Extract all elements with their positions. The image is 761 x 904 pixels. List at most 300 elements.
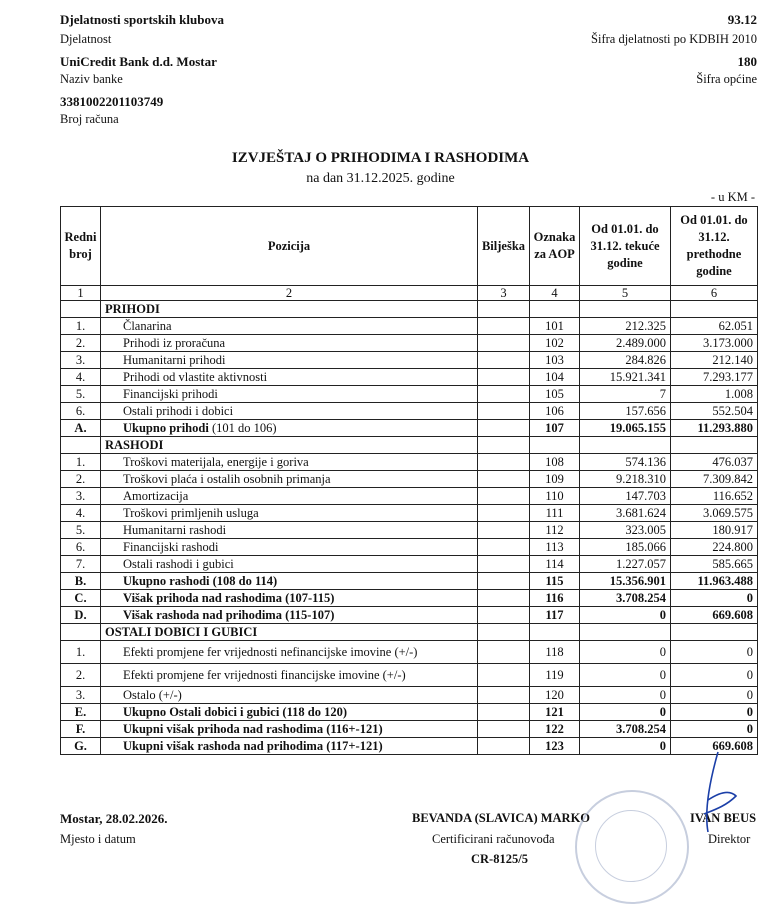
row-current-text: 19.065.155 bbox=[609, 421, 666, 435]
row-position bbox=[101, 687, 478, 704]
row-current bbox=[580, 369, 671, 386]
row-number-text: A. bbox=[74, 421, 87, 435]
row-aop bbox=[530, 369, 580, 386]
row-number-text: 3. bbox=[75, 489, 86, 503]
row-current-text: 3.681.624 bbox=[616, 506, 666, 520]
row-previous-text: 0 bbox=[746, 705, 753, 719]
col-index: 3 bbox=[478, 286, 530, 301]
row-aop bbox=[530, 403, 580, 420]
row-previous bbox=[671, 318, 758, 335]
row-position-text: Prihodi od vlastite aktivnosti bbox=[123, 370, 268, 384]
row-aop bbox=[530, 471, 580, 488]
row-aop-text: 110 bbox=[545, 489, 564, 503]
row-current-text: 0 bbox=[659, 645, 666, 659]
col-header-current: Od 01.01. do 31.12. tekuće godine bbox=[580, 207, 671, 286]
row-previous bbox=[671, 301, 758, 318]
row-position-text: Humanitarni prihodi bbox=[123, 353, 226, 367]
row-number bbox=[61, 522, 101, 539]
row-current bbox=[580, 352, 671, 369]
activity-label: Djelatnost bbox=[60, 32, 112, 46]
row-number bbox=[61, 687, 101, 704]
row-number-text: 1. bbox=[75, 319, 86, 333]
row-aop-text: 114 bbox=[545, 557, 564, 571]
row-aop-text: 103 bbox=[545, 353, 564, 367]
row-current bbox=[580, 539, 671, 556]
row-number bbox=[61, 318, 101, 335]
activity-code: 93.12 bbox=[727, 12, 757, 27]
row-number bbox=[61, 301, 101, 318]
row-current bbox=[580, 738, 671, 755]
row-previous bbox=[671, 403, 758, 420]
row-note bbox=[478, 590, 530, 607]
row-previous bbox=[671, 420, 758, 437]
row-position-text: Višak rashoda nad prihodima (115-107) bbox=[123, 608, 335, 622]
row-current-text: 0 bbox=[659, 608, 666, 622]
row-current-text: 2.489.000 bbox=[616, 336, 666, 350]
col-header-position: Pozicija bbox=[101, 207, 478, 286]
row-aop-text: 111 bbox=[545, 506, 564, 520]
row-current bbox=[580, 488, 671, 505]
row-note bbox=[478, 721, 530, 738]
row-current bbox=[580, 386, 671, 403]
director-name: IVAN BEUS bbox=[690, 811, 757, 825]
row-aop-text: 113 bbox=[545, 540, 564, 554]
row-current bbox=[580, 556, 671, 573]
row-note bbox=[478, 573, 530, 590]
row-previous bbox=[671, 721, 758, 738]
row-position-text: Efekti promjene fer vrijednosti financijske imovine (+/-) bbox=[123, 668, 406, 682]
table-row bbox=[61, 539, 758, 556]
table-row bbox=[61, 437, 758, 454]
row-aop bbox=[530, 607, 580, 624]
row-current-text: 185.066 bbox=[625, 540, 666, 554]
row-aop bbox=[530, 488, 580, 505]
row-previous-text: 0 bbox=[746, 668, 753, 682]
row-position bbox=[101, 318, 478, 335]
row-previous bbox=[671, 522, 758, 539]
row-position-text: Ukupno Ostali dobici i gubici (118 do 120) bbox=[123, 705, 348, 719]
row-current-text: 15.921.341 bbox=[609, 370, 666, 384]
row-number-text: 1. bbox=[75, 645, 86, 659]
row-number bbox=[61, 352, 101, 369]
row-number bbox=[61, 573, 101, 590]
row-position bbox=[101, 573, 478, 590]
row-position-text: Višak prihoda nad rashodima (107-115) bbox=[123, 591, 335, 605]
row-note bbox=[478, 687, 530, 704]
row-current bbox=[580, 301, 671, 318]
row-position bbox=[101, 590, 478, 607]
accountant-cert: CR-8125/5 bbox=[471, 852, 528, 866]
row-position bbox=[101, 664, 478, 687]
row-current-text: 284.826 bbox=[625, 353, 666, 367]
row-number-text: C. bbox=[74, 591, 87, 605]
row-number-text: 4. bbox=[75, 370, 86, 384]
row-previous bbox=[671, 641, 758, 664]
table-row bbox=[61, 454, 758, 471]
row-aop bbox=[530, 738, 580, 755]
row-aop-text: 104 bbox=[545, 370, 564, 384]
row-aop bbox=[530, 301, 580, 318]
report-subtitle: na dan 31.12.2025. godine bbox=[306, 171, 455, 186]
row-position-text: Ostali rashodi i gubici bbox=[123, 557, 234, 571]
row-position bbox=[101, 471, 478, 488]
row-previous-text: 224.800 bbox=[712, 540, 753, 554]
row-current bbox=[580, 437, 671, 454]
row-previous-text: 552.504 bbox=[712, 404, 753, 418]
table-row bbox=[61, 607, 758, 624]
row-current bbox=[580, 573, 671, 590]
row-current-text: 0 bbox=[659, 668, 666, 682]
row-aop bbox=[530, 573, 580, 590]
row-previous-text: 3.173.000 bbox=[703, 336, 753, 350]
row-number bbox=[61, 539, 101, 556]
row-aop bbox=[530, 664, 580, 687]
row-position-text: Ostali prihodi i dobici bbox=[123, 404, 234, 418]
row-aop bbox=[530, 437, 580, 454]
table-row bbox=[61, 471, 758, 488]
row-previous bbox=[671, 539, 758, 556]
row-number bbox=[61, 664, 101, 687]
row-position-text: Financijski rashodi bbox=[123, 540, 219, 554]
row-position bbox=[101, 369, 478, 386]
row-position bbox=[101, 505, 478, 522]
row-previous bbox=[671, 471, 758, 488]
row-number-text: 2. bbox=[75, 668, 86, 682]
row-aop-text: 102 bbox=[545, 336, 564, 350]
row-note bbox=[478, 369, 530, 386]
row-number bbox=[61, 607, 101, 624]
row-number-text: F. bbox=[75, 722, 86, 736]
row-aop bbox=[530, 420, 580, 437]
row-note bbox=[478, 738, 530, 755]
row-note bbox=[478, 704, 530, 721]
table-row bbox=[61, 641, 758, 664]
row-position-text: Ukupni višak prihoda nad rashodima (116+-121) bbox=[123, 722, 383, 736]
row-current bbox=[580, 454, 671, 471]
report-title: IZVJEŠTAJ O PRIHODIMA I RASHODIMA bbox=[231, 150, 530, 166]
row-number bbox=[61, 335, 101, 352]
row-note bbox=[478, 318, 530, 335]
row-current bbox=[580, 641, 671, 664]
row-aop bbox=[530, 704, 580, 721]
row-aop bbox=[530, 590, 580, 607]
row-position-text: Troškovi primljenih usluga bbox=[123, 506, 259, 520]
row-position bbox=[101, 556, 478, 573]
row-number bbox=[61, 386, 101, 403]
row-aop-text: 121 bbox=[545, 705, 564, 719]
row-aop-text: 117 bbox=[545, 608, 564, 622]
row-previous-text: 7.309.842 bbox=[703, 472, 753, 486]
row-position bbox=[101, 738, 478, 755]
row-aop-text: 106 bbox=[545, 404, 564, 418]
table-row bbox=[61, 687, 758, 704]
row-note bbox=[478, 607, 530, 624]
row-previous-text: 585.665 bbox=[712, 557, 753, 571]
row-number-text: 6. bbox=[75, 404, 86, 418]
row-current bbox=[580, 505, 671, 522]
row-position-text: Efekti promjene fer vrijednosti nefinancijske imovine (+/-) bbox=[123, 645, 418, 659]
row-current bbox=[580, 522, 671, 539]
table-row bbox=[61, 488, 758, 505]
row-position bbox=[101, 352, 478, 369]
row-previous-text: 11.963.488 bbox=[697, 574, 753, 588]
row-number-text: 5. bbox=[75, 387, 86, 401]
bank-name: UniCredit Bank d.d. Mostar bbox=[60, 54, 217, 69]
row-aop-text: 112 bbox=[545, 523, 564, 537]
col-index: 5 bbox=[580, 286, 671, 301]
row-current-text: 147.703 bbox=[625, 489, 666, 503]
row-number bbox=[61, 505, 101, 522]
row-position bbox=[101, 386, 478, 403]
row-note bbox=[478, 539, 530, 556]
row-number bbox=[61, 704, 101, 721]
row-aop bbox=[530, 641, 580, 664]
row-aop-text: 123 bbox=[545, 739, 564, 753]
row-position-text: RASHODI bbox=[105, 438, 164, 452]
row-position bbox=[101, 335, 478, 352]
row-number-text: 2. bbox=[75, 336, 86, 350]
place-date-label: Mjesto i datum bbox=[60, 832, 136, 846]
col-header-previous: Od 01.01. do 31.12. prethodne godine bbox=[671, 207, 758, 286]
row-previous bbox=[671, 369, 758, 386]
row-number bbox=[61, 369, 101, 386]
row-position bbox=[101, 420, 478, 437]
row-previous-text: 62.051 bbox=[718, 319, 753, 333]
row-aop-text: 108 bbox=[545, 455, 564, 469]
row-position bbox=[101, 624, 478, 641]
row-number bbox=[61, 624, 101, 641]
activity-code-label: Šifra djelatnosti po KDBIH 2010 bbox=[591, 32, 757, 46]
col-index: 6 bbox=[671, 286, 758, 301]
row-previous-text: 669.608 bbox=[712, 608, 753, 622]
accountant-name: BEVANDA (SLAVICA) MARKO bbox=[412, 811, 591, 825]
row-current-text: 9.218.310 bbox=[616, 472, 666, 486]
row-number-text: 4. bbox=[75, 506, 86, 520]
row-number-text: G. bbox=[74, 739, 87, 753]
row-aop-text: 109 bbox=[545, 472, 564, 486]
row-position-text: Članarina bbox=[123, 319, 172, 333]
row-aop-text: 101 bbox=[545, 319, 564, 333]
row-current-text: 0 bbox=[659, 705, 666, 719]
table-row bbox=[61, 403, 758, 420]
row-position bbox=[101, 704, 478, 721]
row-position bbox=[101, 539, 478, 556]
row-aop bbox=[530, 721, 580, 738]
row-position-text: Ukupno prihodi bbox=[123, 421, 209, 435]
row-number-text: 5. bbox=[75, 523, 86, 537]
account-label: Broj računa bbox=[60, 112, 119, 126]
row-note bbox=[478, 352, 530, 369]
row-aop bbox=[530, 454, 580, 471]
row-position-text: Amortizacija bbox=[123, 489, 189, 503]
col-index: 1 bbox=[61, 286, 101, 301]
stamp-seal bbox=[575, 790, 689, 904]
row-previous-text: 116.652 bbox=[712, 489, 753, 503]
row-note bbox=[478, 386, 530, 403]
row-aop-text: 122 bbox=[545, 722, 564, 736]
row-previous bbox=[671, 704, 758, 721]
row-position-text: Troškovi materijala, energije i goriva bbox=[123, 455, 309, 469]
row-note bbox=[478, 641, 530, 664]
row-position bbox=[101, 721, 478, 738]
row-aop-text: 107 bbox=[545, 421, 564, 435]
table-row bbox=[61, 738, 758, 755]
row-note bbox=[478, 556, 530, 573]
row-previous-text: 1.008 bbox=[724, 387, 753, 401]
row-number bbox=[61, 403, 101, 420]
col-header-note: Bilješka bbox=[478, 207, 530, 286]
income-expense-table bbox=[60, 206, 758, 755]
row-current bbox=[580, 420, 671, 437]
row-previous bbox=[671, 352, 758, 369]
row-previous bbox=[671, 505, 758, 522]
row-previous bbox=[671, 556, 758, 573]
currency-note: - u KM - bbox=[710, 190, 755, 204]
row-previous-text: 212.140 bbox=[712, 353, 753, 367]
row-previous bbox=[671, 573, 758, 590]
row-note bbox=[478, 488, 530, 505]
row-aop bbox=[530, 505, 580, 522]
row-position bbox=[101, 488, 478, 505]
table-row bbox=[61, 352, 758, 369]
row-number-text: E. bbox=[74, 705, 87, 719]
row-previous bbox=[671, 454, 758, 471]
row-number bbox=[61, 641, 101, 664]
row-aop bbox=[530, 539, 580, 556]
row-current bbox=[580, 687, 671, 704]
row-current-text: 574.136 bbox=[625, 455, 666, 469]
col-header-aop: Oznaka za AOP bbox=[530, 207, 580, 286]
row-current bbox=[580, 471, 671, 488]
row-position-text: Troškovi plaća i ostalih osobnih primanja bbox=[123, 472, 331, 486]
row-current-text: 3.708.254 bbox=[616, 591, 666, 605]
col-header-no: Redni broj bbox=[61, 207, 101, 286]
row-current bbox=[580, 624, 671, 641]
row-number-text: 7. bbox=[75, 557, 86, 571]
table-row bbox=[61, 522, 758, 539]
account-number: 3381002201103749 bbox=[60, 94, 164, 109]
row-current-text: 323.005 bbox=[625, 523, 666, 537]
row-position-note: (101 do 106) bbox=[208, 421, 277, 435]
row-position bbox=[101, 437, 478, 454]
row-previous bbox=[671, 687, 758, 704]
row-note bbox=[478, 301, 530, 318]
row-note bbox=[478, 664, 530, 687]
row-aop bbox=[530, 556, 580, 573]
row-note bbox=[478, 420, 530, 437]
row-number bbox=[61, 454, 101, 471]
row-aop bbox=[530, 335, 580, 352]
table-row bbox=[61, 664, 758, 687]
table-row bbox=[61, 369, 758, 386]
row-previous-text: 0 bbox=[746, 722, 753, 736]
row-position-text: PRIHODI bbox=[105, 302, 160, 316]
row-position-text: Humanitarni rashodi bbox=[123, 523, 227, 537]
table-row bbox=[61, 704, 758, 721]
row-position bbox=[101, 641, 478, 664]
row-previous-text: 11.293.880 bbox=[697, 421, 753, 435]
row-previous bbox=[671, 386, 758, 403]
row-note bbox=[478, 437, 530, 454]
row-number bbox=[61, 488, 101, 505]
col-index: 4 bbox=[530, 286, 580, 301]
row-previous-text: 180.917 bbox=[712, 523, 753, 537]
row-number bbox=[61, 590, 101, 607]
table-row bbox=[61, 318, 758, 335]
director-signature bbox=[690, 740, 750, 840]
row-note bbox=[478, 454, 530, 471]
row-aop-text: 120 bbox=[545, 688, 564, 702]
row-previous-text: 7.293.177 bbox=[703, 370, 753, 384]
row-current-text: 15.356.901 bbox=[609, 574, 666, 588]
row-aop-text: 118 bbox=[545, 645, 564, 659]
row-aop bbox=[530, 318, 580, 335]
row-current-text: 7 bbox=[659, 387, 666, 401]
row-note bbox=[478, 505, 530, 522]
row-number-text: 1. bbox=[75, 455, 86, 469]
row-previous-text: 669.608 bbox=[712, 739, 753, 753]
table-row bbox=[61, 420, 758, 437]
row-position bbox=[101, 301, 478, 318]
table-row bbox=[61, 573, 758, 590]
activity-name: Djelatnosti sportskih klubova bbox=[60, 12, 224, 27]
row-position-text: Ostalo (+/-) bbox=[123, 688, 182, 702]
municipality-label: Šifra općine bbox=[696, 72, 757, 86]
row-number-text: 3. bbox=[75, 353, 86, 367]
row-current bbox=[580, 403, 671, 420]
row-previous bbox=[671, 624, 758, 641]
row-aop bbox=[530, 522, 580, 539]
row-number-text: D. bbox=[74, 608, 87, 622]
row-previous bbox=[671, 590, 758, 607]
row-position-text: Ukupno rashodi (108 do 114) bbox=[123, 574, 278, 588]
row-previous-text: 476.037 bbox=[712, 455, 753, 469]
table-row bbox=[61, 386, 758, 403]
municipality-code: 180 bbox=[737, 54, 757, 69]
row-current bbox=[580, 590, 671, 607]
bank-label: Naziv banke bbox=[60, 72, 123, 86]
row-previous bbox=[671, 335, 758, 352]
row-aop bbox=[530, 386, 580, 403]
row-aop bbox=[530, 687, 580, 704]
row-current-text: 1.227.057 bbox=[616, 557, 666, 571]
row-number bbox=[61, 556, 101, 573]
row-aop bbox=[530, 624, 580, 641]
table-row bbox=[61, 556, 758, 573]
row-aop-text: 115 bbox=[545, 574, 564, 588]
row-current bbox=[580, 607, 671, 624]
row-number-text: 2. bbox=[75, 472, 86, 486]
row-previous-text: 0 bbox=[746, 591, 753, 605]
table-row bbox=[61, 505, 758, 522]
row-aop-text: 119 bbox=[545, 668, 564, 682]
row-position bbox=[101, 403, 478, 420]
place-date: Mostar, 28.02.2026. bbox=[60, 811, 168, 826]
row-number-text: B. bbox=[74, 574, 87, 588]
col-index: 2 bbox=[101, 286, 478, 301]
row-current-text: 3.708.254 bbox=[616, 722, 666, 736]
row-current-text: 212.325 bbox=[625, 319, 666, 333]
row-current bbox=[580, 318, 671, 335]
accountant-label: Certificirani računovođa bbox=[432, 832, 555, 846]
row-note bbox=[478, 522, 530, 539]
row-note bbox=[478, 335, 530, 352]
row-position-text: Prihodi iz proračuna bbox=[123, 336, 226, 350]
row-note bbox=[478, 403, 530, 420]
table-row bbox=[61, 301, 758, 318]
row-position bbox=[101, 522, 478, 539]
row-note bbox=[478, 624, 530, 641]
